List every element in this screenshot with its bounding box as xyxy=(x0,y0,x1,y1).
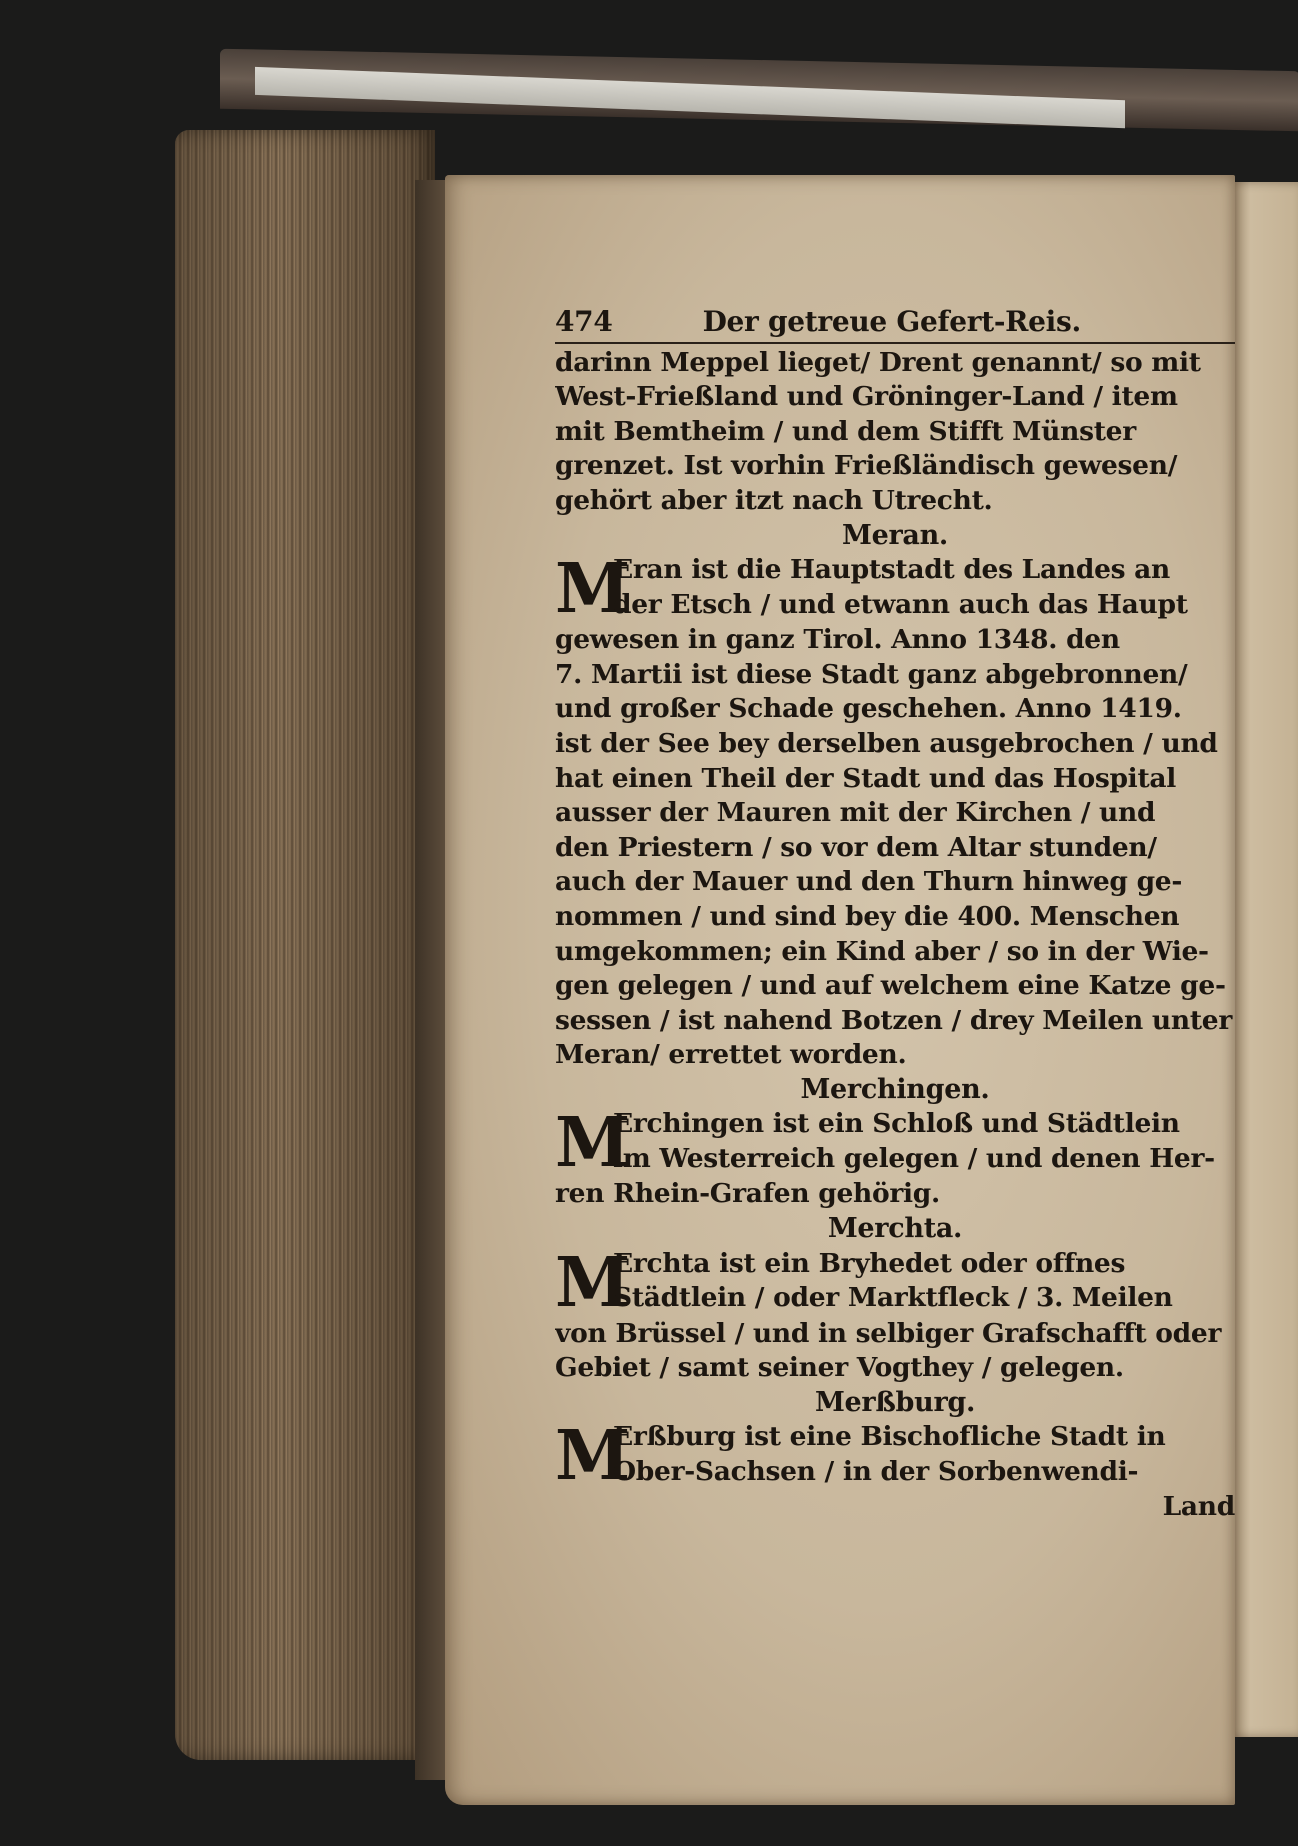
text-line: von Brüssel / und in selbiger Grafschafft oder xyxy=(555,1317,1222,1349)
text-line: Meran/ errettet worden. xyxy=(555,1039,907,1071)
running-head: Der getreue Gefert-Reis. xyxy=(702,305,1081,338)
page-number: 474 xyxy=(555,305,613,338)
text-line: den Priestern / so vor dem Altar stunden/ xyxy=(555,831,1157,863)
page-header xyxy=(555,305,1235,344)
book-page xyxy=(445,175,1235,1805)
text-line: umgekommen; ein Kind aber / so in der Wie- xyxy=(555,935,1209,967)
text-line: darinn Meppel lieget/ Drent genannt/ so mit xyxy=(555,346,1201,378)
entry-heading: Meran. xyxy=(841,519,948,551)
facing-page-edge xyxy=(1230,182,1298,1737)
text-line: Eran ist die Hauptstadt des Landes an xyxy=(613,554,1171,586)
entry-merssburg xyxy=(555,1416,1235,1497)
text-line: Ober-Sachsen / in der Sorbenwendi- xyxy=(613,1456,1139,1488)
drop-cap: M xyxy=(555,1103,630,1184)
drop-cap: M xyxy=(555,1242,630,1323)
text-line: 7. Martii ist diese Stadt ganz abgebronnen/ xyxy=(555,658,1188,690)
entry-heading: Merchingen. xyxy=(800,1073,990,1105)
page-edges xyxy=(175,130,435,1760)
text-line: nommen / und sind bey die 400. Menschen xyxy=(555,900,1180,932)
text-line: gehört aber itzt nach Utrecht. xyxy=(555,484,993,516)
entry-merchingen xyxy=(555,1103,1235,1212)
page-text xyxy=(555,305,1235,1525)
text-line: ist der See bey derselben ausgebrochen / und xyxy=(555,727,1218,759)
text-line: gewesen in ganz Tirol. Anno 1348. den xyxy=(555,624,1120,656)
text-line: gen gelegen / und auf welchem eine Katze ge- xyxy=(555,970,1226,1002)
entry-merchta xyxy=(555,1242,1235,1386)
text-line: Erchta ist ein Bryhedet oder offnes xyxy=(613,1247,1126,1279)
text-line: Städtlein / oder Marktfleck / 3. Meilen xyxy=(613,1282,1173,1314)
entry-heading: Merchta. xyxy=(827,1213,963,1245)
text-line: Erchingen ist ein Schloß und Städtlein xyxy=(613,1108,1180,1140)
drop-cap: M xyxy=(555,1416,630,1497)
book xyxy=(175,100,1298,1820)
text-line: hat einen Theil der Stadt und das Hospital xyxy=(555,762,1177,794)
text-line: auch der Mauer und den Thurn hinweg ge- xyxy=(555,866,1183,898)
text-line: der Etsch / und etwann auch das Haupt xyxy=(613,588,1188,620)
text-line: Gebiet / samt seiner Vogthey / gelegen. xyxy=(555,1352,1124,1384)
text-line: ren Rhein-Grafen gehörig. xyxy=(555,1178,940,1210)
text-line: West-Frießland und Gröninger-Land / item xyxy=(555,381,1178,413)
text-line: sessen / ist nahend Botzen / drey Meilen unter xyxy=(555,1004,1232,1036)
text-line: und großer Schade geschehen. Anno 1419. xyxy=(555,693,1182,725)
entry-meran xyxy=(555,549,1235,1073)
text-line: im Westerreich gelegen / und denen Her- xyxy=(613,1143,1215,1175)
book-cover-top xyxy=(220,49,1298,132)
text-line: grenzet. Ist vorhin Frießländisch gewesen/ xyxy=(555,450,1178,482)
entry-heading: Merßburg. xyxy=(814,1386,976,1418)
text-line: Erßburg ist eine Bischofliche Stadt in xyxy=(613,1421,1166,1453)
catchword: Land xyxy=(1162,1491,1235,1523)
drop-cap: M xyxy=(555,549,630,630)
text-line: ausser der Mauren mit der Kirchen / und xyxy=(555,797,1156,829)
text-line: mit Bemtheim / und dem Stifft Münster xyxy=(555,415,1136,447)
